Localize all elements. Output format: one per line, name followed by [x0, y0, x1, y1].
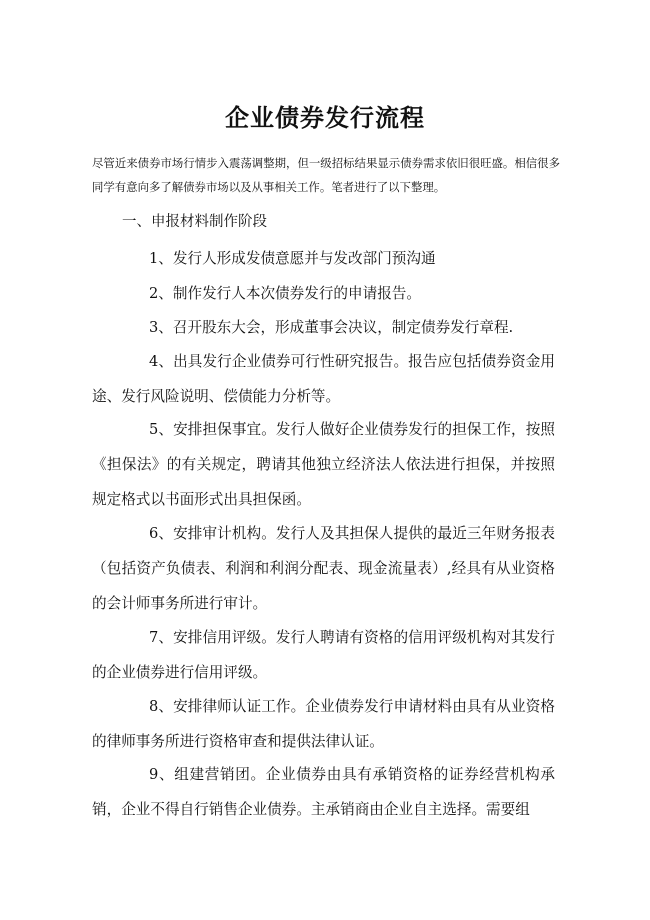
step-paragraph-3: 3、召开股东大会，形成董事会决议，制定债券发行章程.: [149, 319, 514, 336]
document-title: 企业债券发行流程: [225, 103, 425, 132]
section-heading: 一、申报材料制作阶段: [122, 214, 267, 230]
intro-paragraph: 尽管近来债券市场行情步入震荡调整期，但一级招标结果显示债券需求依旧很旺盛。相信很多同学有意向多了解债券市场以及从事相关工作。笔者进行了以下整理。: [92, 156, 560, 194]
step-paragraph-6: 6、安排审计机构。发行人及其担保人提供的最近三年财务报表（包括资产负债表、利润和利润分配表、现金流量表）,经具有从业资格的会计师事务所进行审计。: [92, 525, 555, 612]
step-paragraph-9: 9、组建营销团。企业债券由具有承销资格的证券经营机构承销，企业不得自行销售企业债券。主承销商由企业自主选择。需要组: [92, 766, 555, 818]
step-paragraph-2: 2、制作发行人本次债券发行的申请报告。: [149, 285, 421, 302]
step-paragraph-7: 7、安排信用评级。发行人聘请有资格的信用评级机构对其发行的企业债券进行信用评级。: [92, 629, 555, 681]
step-paragraph-5: 5、安排担保事宜。发行人做好企业债券发行的担保工作，按照《担保法》的有关规定，聘请其他独立经济法人依法进行担保，并按照规定格式以书面形式出具担保函。: [92, 421, 555, 508]
step-paragraph-1: 1、发行人形成发债意愿并与发改部门预沟通: [149, 250, 436, 267]
step-paragraph-4: 4、出具发行企业债券可行性研究报告。报告应包括债券资金用途、发行风险说明、偿债能力分析等。: [92, 353, 555, 405]
step-paragraph-8: 8、安排律师认证工作。企业债券发行申请材料由具有从业资格的律师事务所进行资格审查和提供法律认证。: [92, 698, 555, 750]
